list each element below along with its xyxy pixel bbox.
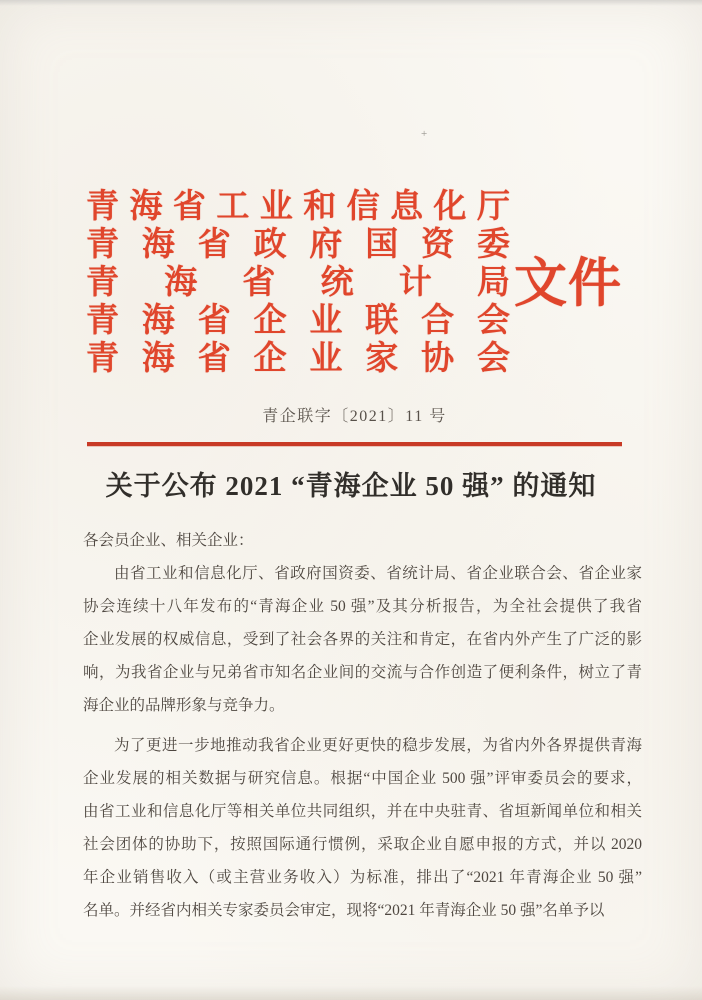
letterhead-org-line-2: 青海省政府国资委 bbox=[86, 227, 510, 263]
scan-bottom-edge bbox=[0, 986, 702, 1000]
paragraph1-line-1: 由省工业和信息化厅、省政府国资委、省统计局、省企业联合会、省企业家 bbox=[114, 565, 642, 582]
salutation-line: 各会员企业、相关企业： bbox=[83, 532, 254, 549]
paragraph1-line-5: 海企业的品牌形象与竞争力。 bbox=[83, 697, 285, 714]
document-title: 关于公布 2021 “青海企业 50 强” 的通知 bbox=[105, 471, 597, 501]
paragraph1-line-3: 企业发展的权威信息，受到了社会各界的关注和肯定，在省内外产生了广泛的影 bbox=[83, 631, 642, 648]
paragraph2-line-1: 为了更进一步地推动我省企业更好更快的稳步发展，为省内外各界提供青海 bbox=[114, 737, 642, 754]
paragraph2-line-5: 年企业销售收入（或主营业务收入）为标准，排出了“2021 年青海企业 50 强” bbox=[83, 869, 642, 886]
paragraph2-line-6: 名单。并经省内相关专家委员会审定，现将“2021 年青海企业 50 强”名单予以 bbox=[83, 902, 605, 919]
paragraph2-line-4: 社会团体的协助下，按照国际通行惯例，采取企业自愿申报的方式，并以 2020 bbox=[83, 836, 642, 853]
paragraph2-line-2: 企业发展的相关数据与研究信息。根据“中国企业 500 强”评审委员会的要求， bbox=[83, 770, 642, 787]
letterhead-org-line-3: 青海省统计局 bbox=[86, 265, 510, 301]
scan-top-edge bbox=[0, 0, 702, 6]
letterhead bbox=[86, 188, 510, 378]
red-separator-rule bbox=[87, 442, 622, 446]
letterhead-org-line-5: 青海省企业家协会 bbox=[86, 341, 510, 377]
doc-type-label: 文件 bbox=[514, 255, 622, 313]
paragraph2-line-3: 由省工业和信息化厅等相关单位共同组织，并在中央驻青、省垣新闻单位和相关 bbox=[83, 803, 642, 820]
doc-number: 青企联字〔2021〕11 号 bbox=[262, 408, 447, 425]
paragraph1-line-2: 协会连续十八年发布的“青海企业 50 强”及其分析报告，为全社会提供了我省 bbox=[83, 598, 642, 615]
scan-artifact-mark: + bbox=[421, 128, 428, 140]
document-body bbox=[83, 524, 642, 927]
paragraph1-line-4: 响，为我省企业与兄弟省市知名企业间的交流与合作创造了便利条件，树立了青 bbox=[83, 664, 642, 681]
letterhead-org-line-4: 青海省企业联合会 bbox=[86, 303, 510, 339]
letterhead-org-line-1: 青海省工业和信息化厅 bbox=[86, 189, 510, 225]
